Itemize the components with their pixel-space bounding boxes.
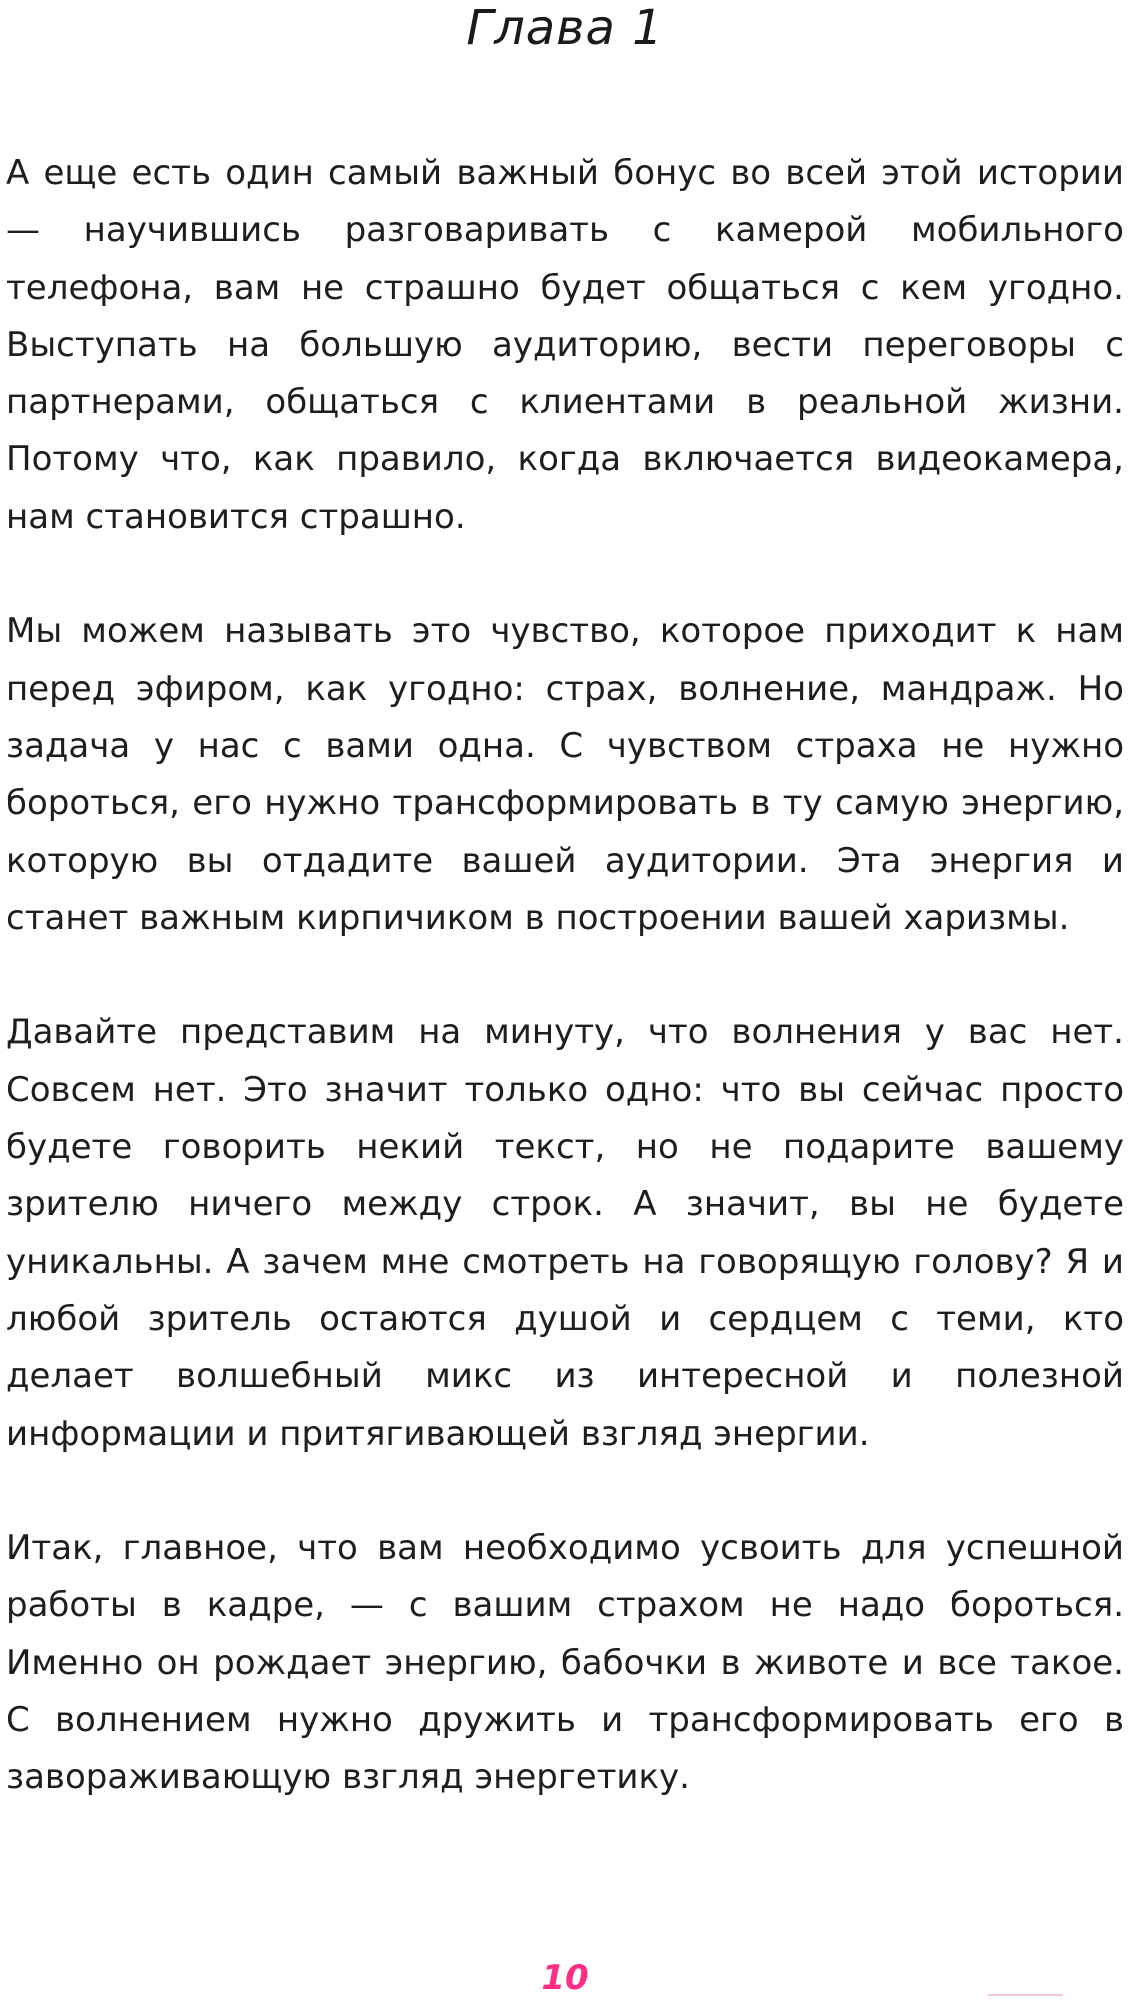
chapter-title: Глава 1 [466,0,664,56]
paragraph-4: Итак, главное, что вам необходимо усвоить для успешной работы в кадре, — с вашим страхом не надо бороться. Именно он рождает энергию, бабочки в животе и все такое. С волнением нужно дружить и трансформировать его в завораживающую взгляд энергетику. [6,1528,1124,1798]
page-edge-mark [988,1994,1063,1996]
page-number: 10 [541,1958,589,1998]
paragraph-3: Давайте представим на минуту, что волнения у вас нет. Совсем нет. Это значит только одно: что вы сейчас просто будете говорить некий текст, но не подарите вашему зрителю ничего между строк. А значит, вы не будете уникальны. А зачем мне смотреть на говорящую голову? Я и любой зритель остаются душой и сердцем с теми, кто делает волшебный микс из интересной и полезной информации и притягивающей взгляд энергии. [6,1012,1124,1454]
paragraph-1: А еще есть один самый важный бонус во всей этой истории — научившись разговаривать с камерой мобильного телефона, вам не страшно будет общаться с кем угодно. Выступать на большую аудиторию, вести переговоры с партнерами, общаться с клиентами в реальной жизни. Потому что, как правило, когда включается видеокамера, нам становится страшно. [6,153,1124,537]
body-text [6,145,1124,1864]
paragraph-2: Мы можем называть это чувство, которое приходит к нам перед эфиром, как угодно: страх, волнение, мандраж. Но задача у нас с вами одна. С чувством страха не нужно бороться, его нужно трансформировать в ту самую энергию, которую вы отдадите вашей аудитории. Эта энергия и станет важным кирпичиком в построении вашей харизмы. [6,611,1124,938]
